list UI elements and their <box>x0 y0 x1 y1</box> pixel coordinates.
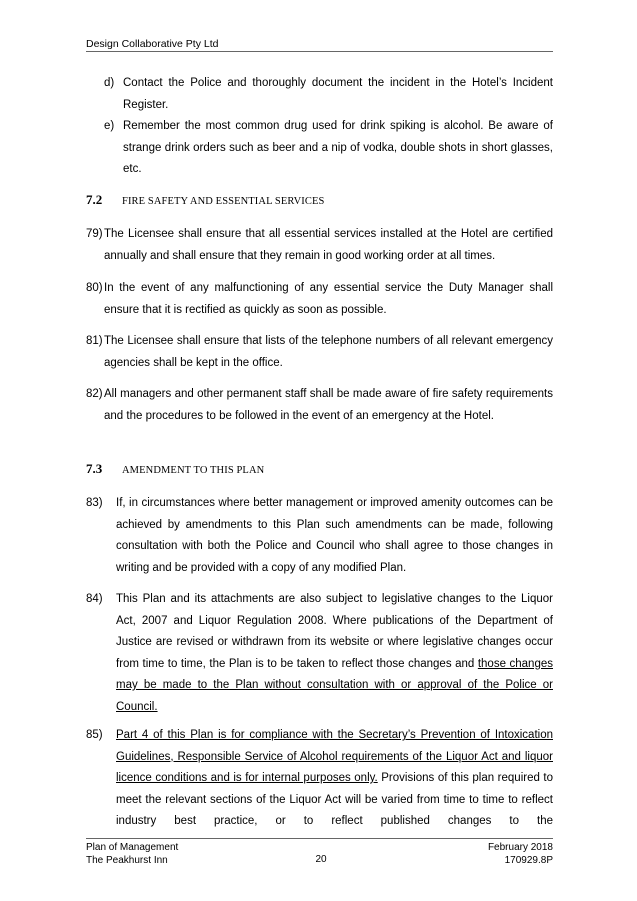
item-85 <box>86 725 553 833</box>
list-item-d <box>104 73 553 116</box>
header-rule <box>86 51 553 52</box>
item-text: The Licensee shall ensure that lists of the telephone numbers of all relevant emergency agencies shall be kept in the office. <box>104 335 553 369</box>
footer-doc-title: Plan of Management <box>86 842 179 853</box>
item-text: In the event of any malfunctioning of any essential service the Duty Manager shall ensure that it is rectified as quickly as soon as possible. <box>104 282 553 316</box>
item-text-underlined: those changes may be made to the Plan without consultation with or approval of the Police or Council. <box>116 657 553 713</box>
item-text-plain: Provisions of this plan required to meet the relevant sections of the Liquor Act will be varied from time to time to reflect industry best practice, or to reflect published changes to the <box>116 772 553 827</box>
header-company: Design Collaborative Pty Ltd <box>86 38 219 50</box>
item-marker: 79) <box>86 228 103 240</box>
list-text: Contact the Police and thoroughly document the incident in the Hotel’s Incident Register. <box>123 77 553 111</box>
section-title: FIRE SAFETY AND ESSENTIAL SERVICES <box>122 196 325 207</box>
item-81 <box>86 331 553 374</box>
list-marker: e) <box>104 120 115 132</box>
footer-right <box>403 842 553 867</box>
section-number: 7.3 <box>86 461 103 476</box>
item-marker: 82) <box>86 388 103 400</box>
item-79 <box>86 224 553 267</box>
page-number: 20 <box>315 854 327 865</box>
section-heading-7-3 <box>86 461 264 477</box>
item-marker: 80) <box>86 282 103 294</box>
list-marker: d) <box>104 77 115 89</box>
item-text <box>116 725 553 833</box>
item-84 <box>86 589 553 718</box>
item-83 <box>86 493 553 579</box>
footer-ref: 170929.8P <box>504 854 553 866</box>
item-82 <box>86 384 553 427</box>
section-heading-7-2 <box>86 192 324 208</box>
section-number: 7.2 <box>86 192 103 207</box>
item-text: If, in circumstances where better management or improved amenity outcomes can be achieved by amendments to this Plan such amendments can be made, following consultation with both the Police and Council who shall agree to those changes in writing and be provided with a copy of any modified Plan. <box>116 497 553 574</box>
footer-date: February 2018 <box>487 842 553 853</box>
item-marker: 81) <box>86 335 103 347</box>
item-80 <box>86 278 553 321</box>
list-text: Remember the most common drug used for drink spiking is alcohol. Be aware of strange drink orders such as beer and a nip of vodka, double shots in short glasses, etc. <box>123 120 553 175</box>
item-text-underlined: Part 4 of this Plan is for compliance with the Secretary’s Prevention of Intoxication Guidelines, Responsible Service of Alcohol requirements of the Liquor Act and liquor licence conditions and is for internal purposes only. <box>116 729 553 784</box>
section-title: AMENDMENT TO THIS PLAN <box>122 465 265 476</box>
item-marker: 85) <box>86 729 103 741</box>
item-marker: 84) <box>86 593 103 605</box>
item-text: All managers and other permanent staff shall be made aware of fire safety requirements and the procedures to be followed in the event of an emergency at the Hotel. <box>104 388 553 422</box>
top-list <box>104 73 553 181</box>
footer-venue: The Peakhurst Inn <box>86 854 168 866</box>
footer-left <box>86 842 178 867</box>
list-item-e <box>104 116 553 181</box>
item-marker: 83) <box>86 497 103 509</box>
footer-rule <box>86 838 553 839</box>
item-text-plain: This Plan and its attachments are also subject to legislative changes to the Liquor Act, 2007 and Liquor Regulation 2008. Where publications of the Department of Justice are revised or withdrawn from its website or where legislative changes occur from time to time, the Plan is to be taken to reflect those changes and <box>116 593 553 670</box>
item-text: The Licensee shall ensure that all essential services installed at the Hotel are certified annually and shall ensure that they remain in good working order at all times. <box>104 228 553 262</box>
item-text <box>116 589 553 718</box>
